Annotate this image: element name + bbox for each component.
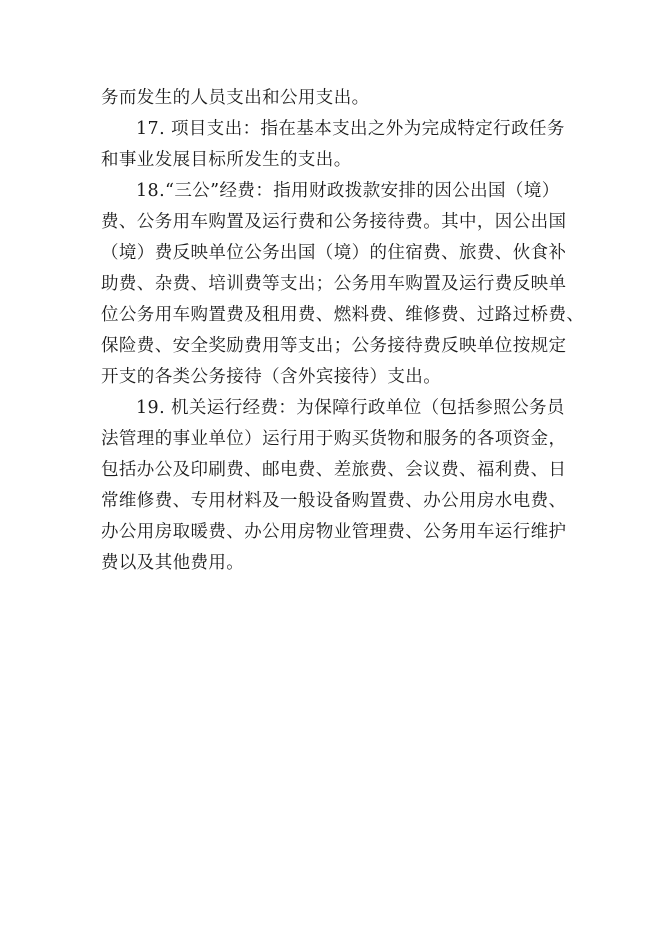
text-line: 助费、杂费、培训费等支出；公务用车购置及运行费反映单 — [101, 274, 567, 294]
text-line: 和事业发展目标所发生的支出。 — [101, 150, 352, 170]
text-line: 常维修费、专用材料及一般设备购置费、办公用房水电费、 — [101, 491, 567, 511]
body-text — [101, 83, 585, 579]
text-line: 费、公务用车购置及运行费和公务接待费。其中，因公出国 — [101, 212, 567, 232]
text-line: 18.“三公”经费：指用财政拨款安排的因公出国（境） — [136, 181, 560, 201]
text-line: 位公务用车购置费及租用费、燃料费、维修费、过路过桥费、 — [101, 305, 585, 325]
text-line: 保险费、安全奖励费用等支出；公务接待费反映单位按规定 — [101, 336, 567, 356]
text-line: 19. 机关运行经费：为保障行政单位（包括参照公务员 — [136, 398, 565, 418]
text-line: 包括办公及印刷费、邮电费、差旅费、会议费、福利费、日 — [101, 460, 567, 480]
text-line: （境）费反映单位公务出国（境）的住宿费、旅费、伙食补 — [101, 243, 567, 263]
text-line: 法管理的事业单位）运行用于购买货物和服务的各项资金， — [101, 429, 567, 449]
text-line: 开支的各类公务接待（含外宾接待）支出。 — [101, 367, 442, 387]
text-line: 办公用房取暖费、办公用房物业管理费、公务用车运行维护 — [101, 522, 567, 542]
text-line: 务而发生的人员支出和公用支出。 — [101, 88, 370, 108]
text-line: 17. 项目支出：指在基本支出之外为完成特定行政任务 — [136, 119, 565, 139]
text-line: 费以及其他费用。 — [101, 553, 245, 573]
